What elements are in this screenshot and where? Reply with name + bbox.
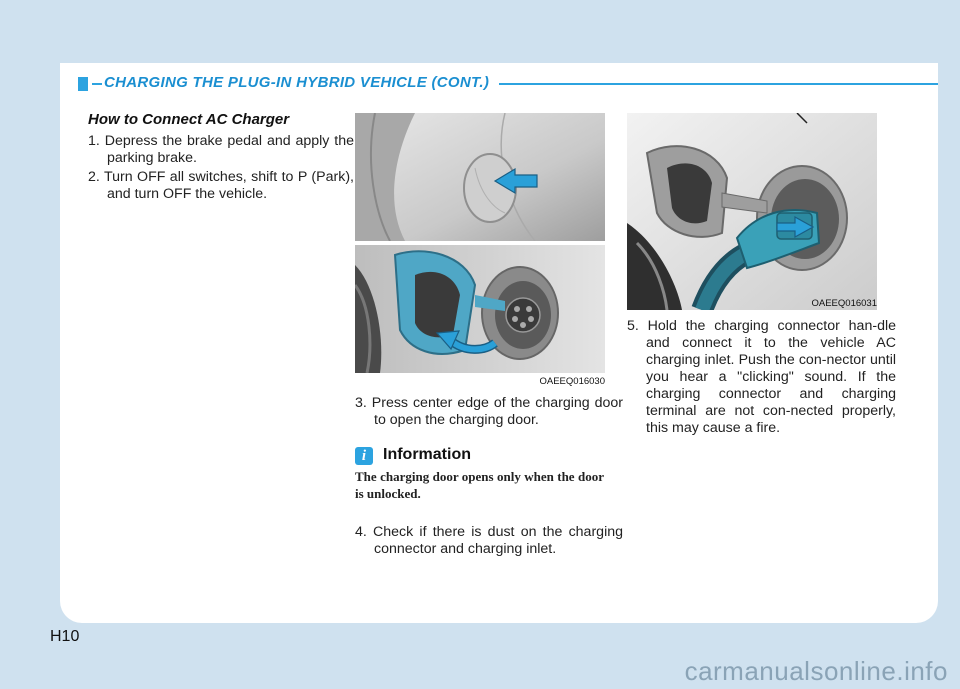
figure-connector-plugged bbox=[627, 113, 877, 310]
step-1: 1. Depress the brake pedal and apply the parking brake. bbox=[88, 133, 354, 166]
section-header bbox=[78, 73, 938, 93]
charging-door-open-illustration bbox=[355, 245, 605, 373]
header-accent bbox=[78, 77, 88, 91]
figure-charging-door-open bbox=[355, 245, 605, 373]
header-title: CHARGING THE PLUG-IN HYBRID VEHICLE (CONT.) bbox=[102, 74, 499, 91]
step-5: 5. Hold the charging connector han-dle and connect it to the vehicle AC charging inlet. Push the con-nector until you hear a "clicking" sound. If the charging connector and charging terminal are not con-nected properly, this may cause a fire. bbox=[627, 318, 896, 436]
figure-charging-door-closed bbox=[355, 113, 605, 241]
connector-plugged-illustration bbox=[627, 113, 877, 310]
page-number: H10 bbox=[50, 628, 80, 645]
step-4: 4. Check if there is dust on the charging connector and charging inlet. bbox=[355, 524, 623, 557]
section-title: How to Connect AC Charger bbox=[88, 111, 290, 128]
step-2: 2. Turn OFF all switches, shift to P (Park), and turn OFF the vehicle. bbox=[88, 169, 354, 202]
charging-door-closed-illustration bbox=[355, 113, 605, 241]
information-title: Information bbox=[383, 446, 471, 463]
info-icon: i bbox=[355, 447, 373, 465]
figure-caption-1: OAEEQ016030 bbox=[539, 376, 605, 387]
information-body: The charging door opens only when the door is unlocked. bbox=[355, 469, 604, 501]
step-3: 3. Press center edge of the charging door to open the charging door. bbox=[355, 395, 623, 428]
figure-caption-2: OAEEQ016031 bbox=[811, 298, 877, 309]
watermark: carmanualsonline.info bbox=[684, 656, 948, 686]
